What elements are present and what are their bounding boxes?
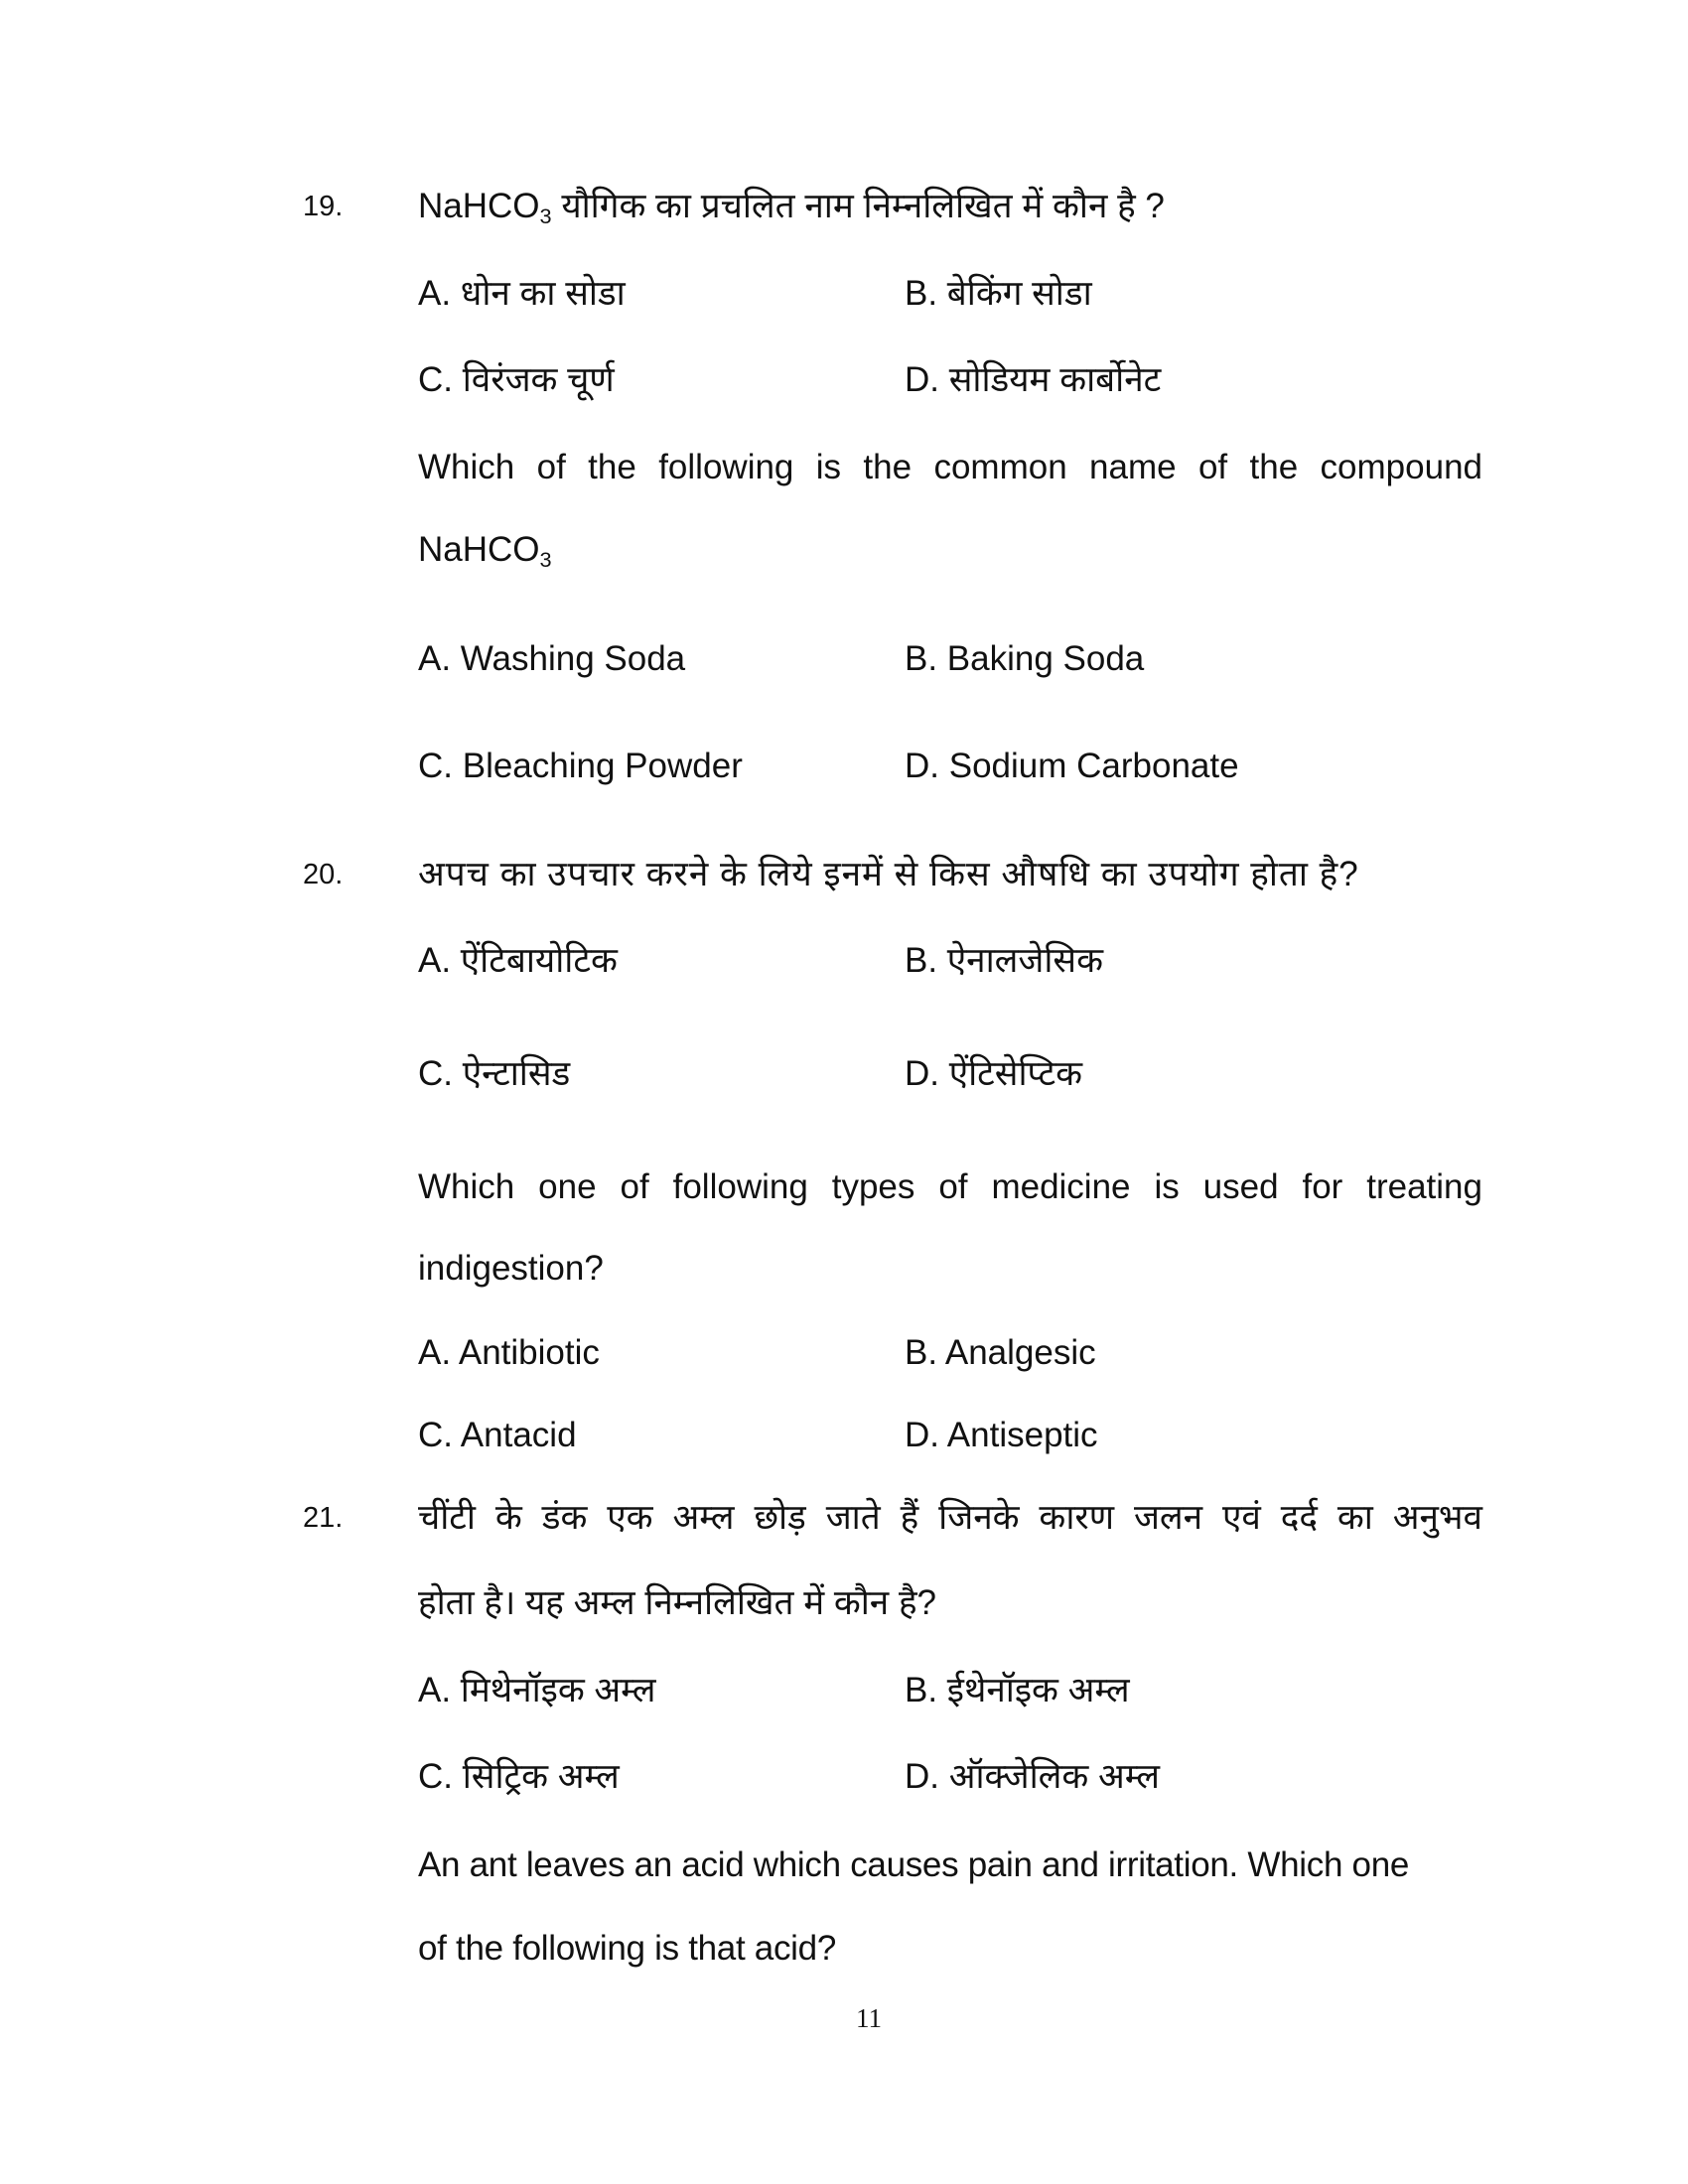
option-a-hindi: A. मिथेनॉइक अम्ल — [418, 1671, 656, 1709]
option-a-hindi: A. धोन का सोडा — [418, 274, 626, 313]
option-a-hindi: A. ऐंटिबायोटिक — [418, 941, 618, 980]
option-d-hindi: D. ऐंटिसेप्टिक — [905, 1054, 1082, 1093]
question-stem-english-cont — [418, 528, 552, 572]
question-stem-hindi-cont: होता है। यह अम्ल निम्नलिखित में कौन है? — [418, 1583, 936, 1622]
option-d-english: D. Sodium Carbonate — [905, 747, 1239, 785]
formula-subscript: 3 — [539, 204, 552, 229]
formula-text: NaHCO — [418, 530, 540, 569]
option-b-hindi: B. बेकिंग सोडा — [905, 274, 1092, 313]
question-number: 21. — [303, 1502, 344, 1534]
question-stem-hindi: चींटी के डंक एक अम्ल छोड़ जाते हैं जिनके कारण जलन एवं दर्द का अनुभव — [418, 1498, 1482, 1537]
page-number: 11 — [856, 2003, 882, 2033]
option-a-english: A. Washing Soda — [418, 639, 686, 678]
question-stem-english-cont: indigestion? — [418, 1249, 604, 1288]
option-a-english: A. Antibiotic — [418, 1333, 600, 1372]
question-number: 19. — [303, 191, 344, 222]
stem-text: यौगिक का प्रचलित नाम निम्नलिखित में कौन है ? — [551, 187, 1165, 225]
option-d-hindi: D. ऑक्जेलिक अम्ल — [905, 1757, 1160, 1796]
option-c-hindi: C. सिट्रिक अम्ल — [418, 1757, 620, 1796]
option-d-hindi: D. सोडियम कार्बोनेट — [905, 360, 1162, 399]
question-stem-hindi — [418, 185, 1165, 228]
option-c-hindi: C. ऐन्टासिड — [418, 1054, 571, 1093]
option-d-english: D. Antiseptic — [905, 1416, 1098, 1454]
formula-subscript: 3 — [539, 547, 552, 573]
question-stem-english: Which one of following types of medicine is used for treating — [418, 1167, 1482, 1206]
formula-text: NaHCO — [418, 187, 540, 225]
option-b-english: B. Analgesic — [905, 1333, 1096, 1372]
option-c-english: C. Bleaching Powder — [418, 747, 743, 785]
option-c-english: C. Antacid — [418, 1416, 577, 1454]
question-number: 20. — [303, 859, 344, 890]
option-c-hindi: C. विरंजक चूर्ण — [418, 360, 615, 399]
option-b-english: B. Baking Soda — [905, 639, 1145, 678]
question-stem-hindi: अपच का उपचार करने के लिये इनमें से किस औषधि का उपयोग होता है? — [418, 855, 1359, 893]
option-b-hindi: B. ईथेनॉइक अम्ल — [905, 1671, 1130, 1709]
question-stem-english-cont: of the following is that acid? — [418, 1929, 836, 1968]
question-stem-english: An ant leaves an acid which causes pain and irritation. Which one — [418, 1845, 1410, 1884]
option-b-hindi: B. ऐनालजेसिक — [905, 941, 1103, 980]
question-stem-english: Which of the following is the common name of the compound — [418, 448, 1482, 486]
